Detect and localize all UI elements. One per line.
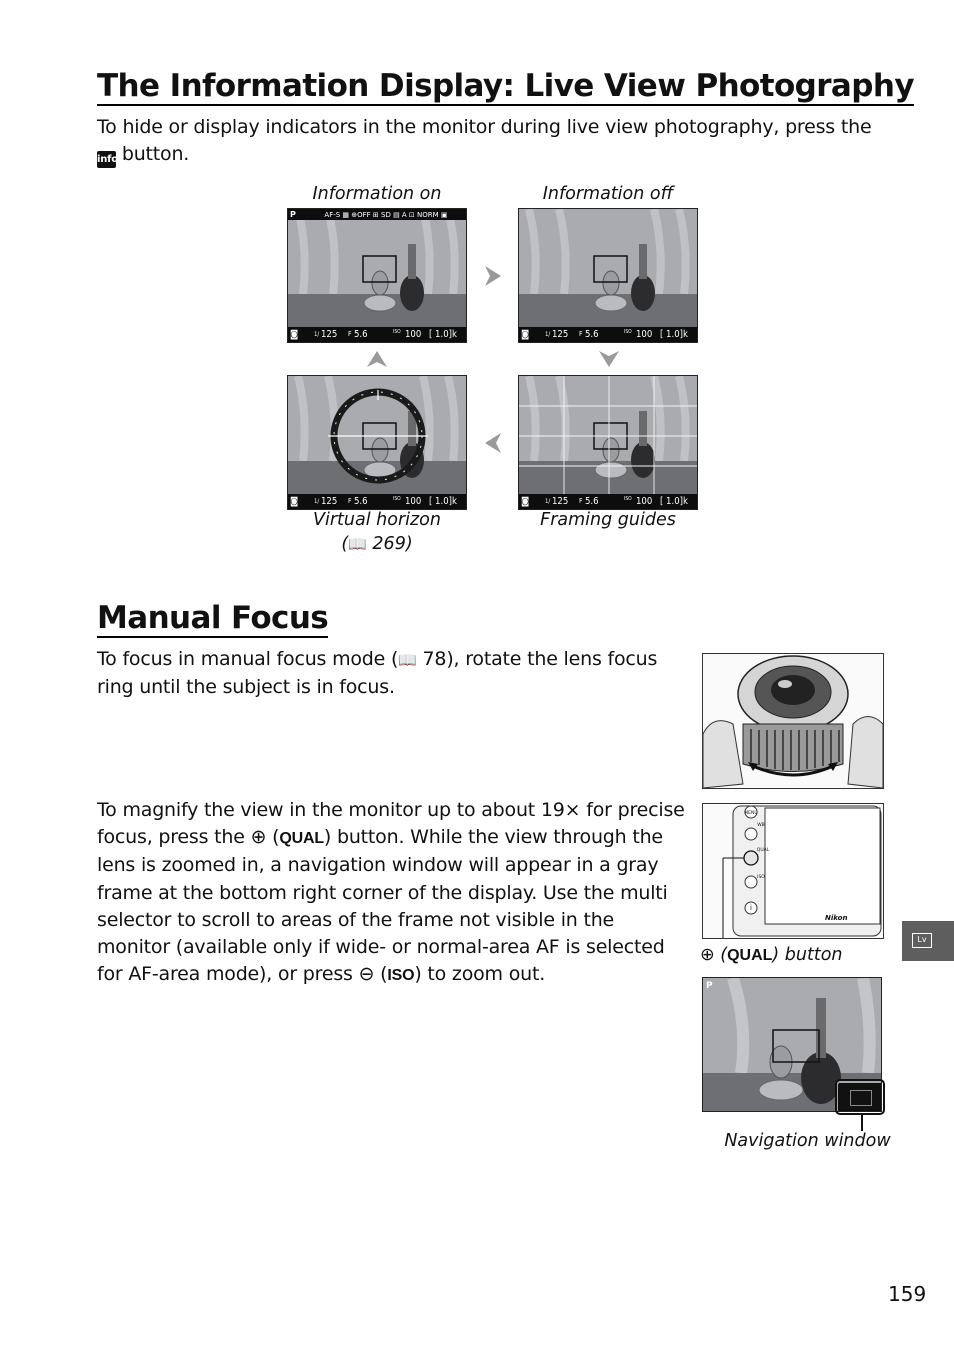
iso-label: ISO bbox=[387, 967, 415, 985]
intro-text-part1: To hide or display indicators in the monitor during live view photography, press the bbox=[97, 116, 872, 138]
shutter-value: 125 bbox=[552, 496, 569, 507]
caption-information-on: Information on bbox=[312, 184, 442, 204]
shutter-prefix: 1/ bbox=[545, 331, 551, 338]
arrow-left-icon bbox=[483, 431, 503, 455]
shutter-value: 125 bbox=[321, 329, 338, 340]
arrow-down-icon bbox=[597, 349, 621, 369]
aperture-prefix: F bbox=[579, 497, 583, 505]
scene-still-life bbox=[519, 376, 698, 510]
aperture-value: 5.6 bbox=[354, 496, 368, 507]
info-button-icon: info bbox=[97, 151, 116, 168]
shutter-prefix: 1/ bbox=[314, 331, 320, 338]
iso-prefix: ISO bbox=[624, 496, 632, 502]
iso-prefix: ISO bbox=[624, 329, 632, 335]
section-title-info-display: The Information Display: Live View Photography bbox=[97, 68, 914, 104]
top-status-indicators: AF-S ▦ ⊕OFF ⊞ SD ▤ A ⊡ NORM ▣ bbox=[324, 211, 448, 219]
iso-value: 100 bbox=[405, 329, 422, 340]
iso-value: 100 bbox=[636, 329, 653, 340]
shooting-mode-p: P bbox=[706, 981, 713, 991]
qual-caption-text: ) button bbox=[772, 945, 843, 965]
iso-value: 100 bbox=[636, 496, 653, 507]
screen-framing-guides bbox=[518, 375, 698, 510]
nav-window-callout-outline bbox=[835, 1079, 885, 1115]
metering-icon: ◙ bbox=[521, 496, 530, 507]
caption-framing-guides: Framing guides bbox=[540, 510, 676, 530]
arrow-up-icon bbox=[365, 349, 389, 369]
menu-button-label: MENU bbox=[744, 811, 758, 816]
iso-button-label: ISO bbox=[757, 875, 765, 880]
zoom-in-icon: ⊕ bbox=[250, 826, 267, 849]
book-icon: 📖 bbox=[348, 535, 367, 553]
manual-focus-paragraph-1 bbox=[97, 646, 677, 701]
intro-paragraph bbox=[97, 114, 897, 168]
book-icon: 📖 bbox=[398, 651, 417, 669]
i-button-label: i bbox=[750, 904, 752, 912]
shutter-value: 125 bbox=[552, 329, 569, 340]
live-view-icon: Lv bbox=[912, 933, 932, 948]
screen-information-on bbox=[287, 208, 467, 343]
top-status-bar bbox=[288, 209, 467, 220]
intro-text-part2: button. bbox=[116, 143, 190, 166]
qual-label: QUAL bbox=[727, 947, 773, 964]
screen-information-off bbox=[518, 208, 698, 343]
para2-text-a: To magnify the view in the monitor up to about 19× for precise focus, press the bbox=[97, 799, 685, 849]
aperture-prefix: F bbox=[348, 330, 352, 338]
wb-label: WB bbox=[757, 823, 765, 828]
metering-icon: ◙ bbox=[521, 329, 530, 340]
frames-remaining: [ 1.0]k bbox=[429, 496, 457, 507]
qual-label: QUAL bbox=[279, 830, 324, 848]
para1-page-ref: 78 bbox=[422, 648, 447, 670]
caption-navigation-window: Navigation window bbox=[724, 1131, 891, 1151]
metering-icon: ◙ bbox=[290, 329, 299, 340]
metering-icon: ◙ bbox=[290, 496, 299, 507]
zoom-out-icon: ⊖ bbox=[358, 963, 375, 986]
iso-prefix: ISO bbox=[393, 496, 401, 502]
frames-remaining: [ 1.0]k bbox=[660, 329, 688, 340]
bottom-status-bar bbox=[288, 327, 466, 342]
camera-brand-logo: Nikon bbox=[825, 914, 848, 922]
shooting-mode-p: P bbox=[290, 210, 296, 219]
para2-text-b: ) button. While the view through the lens is zoomed in, a navigation window will appear in a gray frame at the bottom right corner of the display. Use the multi selector to scroll to areas of the frame not visible in the monitor (available only if wide- or normal-area AF is selected for AF-area mode), or press bbox=[97, 826, 668, 986]
iso-value: 100 bbox=[405, 496, 422, 507]
section-title-manual-focus: Manual Focus bbox=[97, 600, 329, 636]
para2-text-c: ) to zoom out. bbox=[414, 963, 546, 986]
qual-button-label: QUAL bbox=[756, 848, 770, 853]
wb-button bbox=[745, 828, 757, 840]
manual-focus-paragraph-2: To magnify the view in the monitor up to about 19× for precise focus, press the ⊕ (QUAL) button. While the view through the lens is zoomed in, a navigation window will appear in a gray frame at the bottom right corner of the display. Use the multi selector to scroll to areas of the frame not visible in the monitor (available only if wide- or normal-area AF is selected for AF-area mode), or press ⊖ (ISO) to zoom out. bbox=[97, 799, 685, 986]
bottom-status-bar bbox=[288, 494, 466, 509]
arrow-right-icon bbox=[483, 264, 503, 288]
caption-information-off: Information off bbox=[542, 184, 674, 204]
aperture-prefix: F bbox=[348, 497, 352, 505]
aperture-prefix: F bbox=[579, 330, 583, 338]
scene-still-life bbox=[288, 209, 467, 343]
zoom-in-button bbox=[744, 851, 758, 865]
aperture-value: 5.6 bbox=[354, 329, 368, 340]
shutter-prefix: 1/ bbox=[545, 498, 551, 505]
zoom-in-icon: ⊕ bbox=[700, 945, 715, 965]
bottom-status-bar bbox=[519, 494, 697, 509]
para1-text-b: ), rotate the lens focus ring until the subject is in focus. bbox=[97, 648, 658, 699]
caption-virtual-horizon: Virtual horizon (📖 269) bbox=[313, 510, 441, 554]
camera-back-illustration bbox=[702, 803, 884, 939]
virtual-horizon-label: Virtual horizon bbox=[313, 510, 441, 530]
lens-focus-ring-illustration bbox=[702, 653, 884, 789]
caption-qual-button: ⊕ (QUAL) button bbox=[700, 945, 843, 965]
scene-still-life bbox=[288, 376, 467, 510]
aperture-value: 5.6 bbox=[585, 329, 599, 340]
screen-virtual-horizon bbox=[287, 375, 467, 510]
shutter-prefix: 1/ bbox=[314, 498, 320, 505]
para1-text-a: To focus in manual focus mode ( bbox=[97, 648, 399, 670]
aperture-value: 5.6 bbox=[585, 496, 599, 507]
virtual-horizon-page-ref: 269 bbox=[372, 534, 406, 554]
frames-remaining: [ 1.0]k bbox=[660, 496, 688, 507]
iso-prefix: ISO bbox=[393, 329, 401, 335]
chapter-tab-live-view bbox=[902, 921, 954, 961]
frames-remaining: [ 1.0]k bbox=[429, 329, 457, 340]
scene-still-life bbox=[519, 209, 698, 343]
page-number: 159 bbox=[888, 1282, 927, 1306]
zoom-out-button bbox=[745, 876, 757, 888]
bottom-status-bar bbox=[519, 327, 697, 342]
shutter-value: 125 bbox=[321, 496, 338, 507]
